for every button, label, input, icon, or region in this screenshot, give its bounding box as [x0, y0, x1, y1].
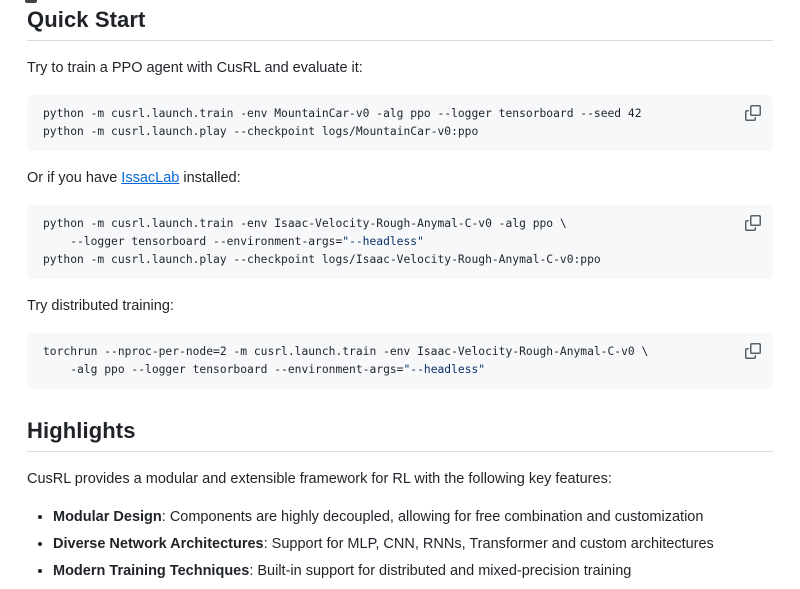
feature-label: Modular Design [53, 509, 162, 525]
feature-text: : Support for MLP, CNN, RNNs, Transformer and custom architectures [263, 536, 714, 552]
code-block-distributed [27, 333, 773, 389]
list-item [53, 533, 773, 555]
list-item [53, 560, 773, 582]
isaaclab-text-after: installed: [179, 170, 241, 186]
isaaclab-link[interactable]: IssacLab [121, 170, 180, 186]
isaaclab-paragraph [27, 167, 773, 189]
feature-list [27, 506, 773, 582]
copy-button[interactable] [741, 211, 765, 235]
copy-button[interactable] [741, 339, 765, 363]
section-heading-quick-start: Quick Start [27, 6, 773, 41]
copy-button[interactable] [741, 101, 765, 125]
code-content: python -m cusrl.launch.train -env MountainCar-v0 -alg ppo --logger tensorboard --seed 42 python -m cusrl.launch.play --checkpoint logs/MountainCar-v0:ppo [43, 107, 642, 138]
feature-text: : Components are highly decoupled, allowing for free combination and customization [161, 509, 704, 525]
distributed-intro: Try distributed training: [27, 298, 174, 314]
isaaclab-text-before: Or if you have [27, 170, 122, 186]
code-block-mountaincar [27, 95, 773, 151]
code-content: python -m cusrl.launch.train -env Isaac-Velocity-Rough-Anymal-C-v0 -alg ppo \ --logger tensorboard --environment-args="--headless" python -m cusrl.launch.play --checkpoint logs/Isaac-Velocity-Rough-Anymal-C-v0:ppo [43, 217, 601, 266]
feature-label: Diverse Network Architectures [53, 536, 264, 552]
copy-icon [745, 105, 761, 121]
section-heading-highlights: Highlights [27, 417, 773, 452]
copy-icon [745, 215, 761, 231]
copy-icon [745, 343, 761, 359]
code-content: torchrun --nproc-per-node=2 -m cusrl.launch.train -env Isaac-Velocity-Rough-Anymal-C-v0 \ -alg ppo --logger tensorboard --environment-args="--headless" [43, 345, 649, 376]
code-block-isaaclab [27, 205, 773, 279]
clipped-text-artifact [25, 0, 37, 3]
quick-start-intro: Try to train a PPO agent with CusRL and evaluate it: [27, 60, 363, 76]
list-item [53, 506, 773, 528]
feature-label: Modern Training Techniques [53, 563, 250, 579]
highlights-intro: CusRL provides a modular and extensible framework for RL with the following key features: [27, 471, 612, 487]
feature-text: : Built-in support for distributed and mixed-precision training [249, 563, 632, 579]
